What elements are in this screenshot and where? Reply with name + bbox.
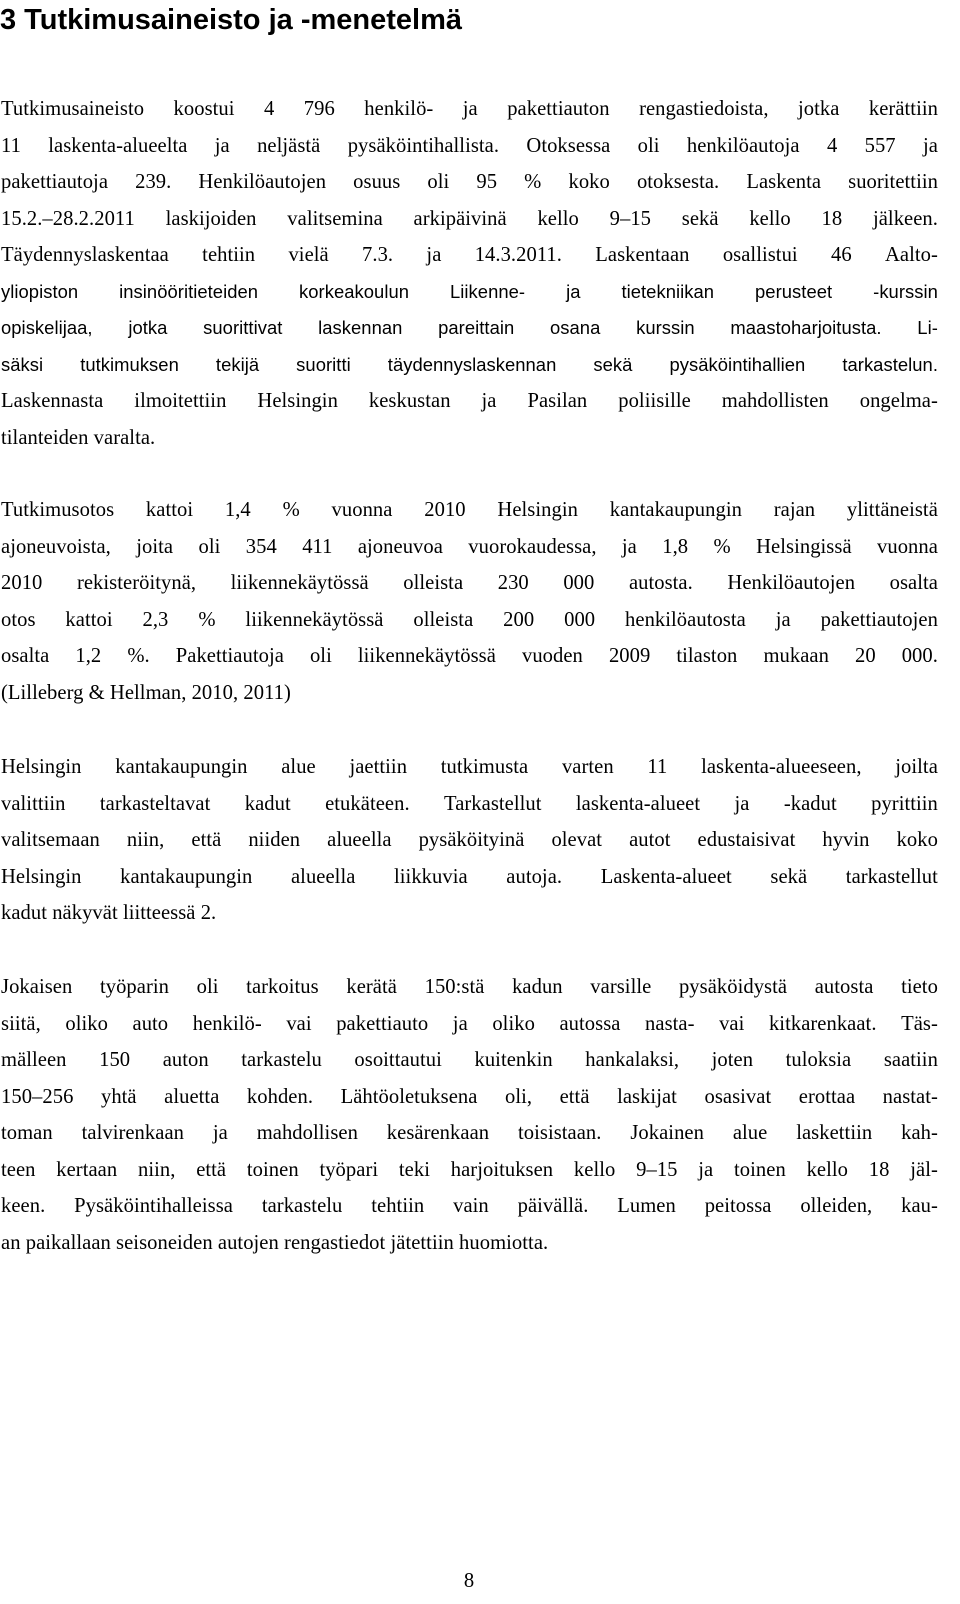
paragraph-1 <box>1 91 938 456</box>
paragraph-line: kadut näkyvät liitteessä 2. <box>1 902 217 924</box>
paragraph-line: tilanteiden varalta. <box>1 426 156 449</box>
paragraph-line: teen kertaan niin, että toinen työpari teki harjoituksen kello 9–15 ja toinen kello 18 jäl- <box>1 1158 938 1181</box>
paragraph-line: opiskelijaa, jotka suorittivat laskennan pareittain osana kurssin maastoharjoitusta. Li- <box>1 317 938 338</box>
paragraph-3 <box>1 749 938 932</box>
paragraph-line: 2010 rekisteröitynä, liikennekäytössä olleista 230 000 autosta. Henkilöautojen osalta <box>1 572 938 594</box>
paragraph-4 <box>1 969 938 1261</box>
paragraph-line: keen. Pysäköintihalleissa tarkastelu tehtiin vain päivällä. Lumen peitossa olleiden, kau- <box>1 1195 938 1217</box>
paragraph-line: an paikallaan seisoneiden autojen rengastiedot jätettiin huomiotta. <box>1 1231 549 1254</box>
paragraph-line: toman talvirenkaan ja mahdollisen kesärenkaan toisistaan. Jokainen alue laskettiin kah- <box>1 1122 938 1144</box>
page-number: 8 <box>463 1570 475 1592</box>
paragraph-line: valittiin tarkasteltavat kadut etukäteen. Tarkastellut laskenta-alueet ja -kadut pyrittiin <box>1 792 938 815</box>
paragraph-line: säksi tutkimuksen tekijä suoritti täydennyslaskennan sekä pysäköintihallien tarkastelun. <box>1 353 938 375</box>
paragraph-line: yliopiston insinööritieteiden korkeakoulun Liikenne- ja tietekniikan perusteet -kurssin <box>1 280 938 302</box>
paragraph-line: Tutkimusaineisto koostui 4 796 henkilö- ja pakettiauton rengastiedoista, jotka kerättiin <box>1 98 938 120</box>
section-heading: 3 Tutkimusaineisto ja -menetelmä <box>0 4 462 36</box>
paragraph-line: Täydennyslaskentaa tehtiin vielä 7.3. ja 14.3.2011. Laskentaan osallistui 46 Aalto- <box>1 244 938 266</box>
paragraph-line: pakettiautoja 239. Henkilöautojen osuus oli 95 % koko otoksesta. Laskenta suoritettiin <box>1 171 938 193</box>
paragraph-2 <box>1 492 938 711</box>
paragraph-line: (Lilleberg & Hellman, 2010, 2011) <box>1 681 291 704</box>
paragraph-line: Helsingin kantakaupungin alueella liikkuvia autoja. Laskenta-alueet sekä tarkastellut <box>1 865 938 888</box>
paragraph-line: 150–256 yhtä aluetta kohden. Lähtöoletuksena oli, että laskijat osasivat erottaa nastat- <box>1 1085 938 1108</box>
paragraph-line: Jokaisen työparin oli tarkoitus kerätä 150:stä kadun varsille pysäköidystä autosta tieto <box>1 976 938 998</box>
paragraph-line: otos kattoi 2,3 % liikennekäytössä olleista 200 000 henkilöautosta ja pakettiautojen <box>1 608 938 631</box>
paragraph-line: osalta 1,2 %. Pakettiautoja oli liikennekäytössä vuoden 2009 tilaston mukaan 20 000. <box>1 645 938 667</box>
paragraph-line: 15.2.–28.2.2011 laskijoiden valitsemina arkipäivinä kello 9–15 sekä kello 18 jälkeen. <box>1 207 938 230</box>
paragraph-line: valitsemaan niin, että niiden alueella pysäköityinä olevat autot edustaisivat hyvin koko <box>1 829 938 851</box>
paragraph-line: Laskennasta ilmoitettiin Helsingin keskustan ja Pasilan poliisille mahdollisten ongelma- <box>1 390 938 412</box>
paragraph-line: Tutkimusotos kattoi 1,4 % vuonna 2010 Helsingin kantakaupungin rajan ylittäneistä <box>1 499 938 521</box>
paragraph-line: siitä, oliko auto henkilö- vai pakettiauto ja oliko autossa nasta- vai kitkarenkaat. Täs- <box>1 1012 938 1035</box>
paragraph-line: mälleen 150 auton tarkastelu osoittautui kuitenkin hankalaksi, joten tuloksia saatiin <box>1 1049 938 1071</box>
paragraph-line: 11 laskenta-alueelta ja neljästä pysäköintihallista. Otoksessa oli henkilöautoja 4 557 ja <box>1 134 938 157</box>
paragraph-line: Helsingin kantakaupungin alue jaettiin tutkimusta varten 11 laskenta-alueeseen, joilta <box>1 756 938 778</box>
paragraph-line: ajoneuvoista, joita oli 354 411 ajoneuvoa vuorokaudessa, ja 1,8 % Helsingissä vuonna <box>1 535 938 558</box>
